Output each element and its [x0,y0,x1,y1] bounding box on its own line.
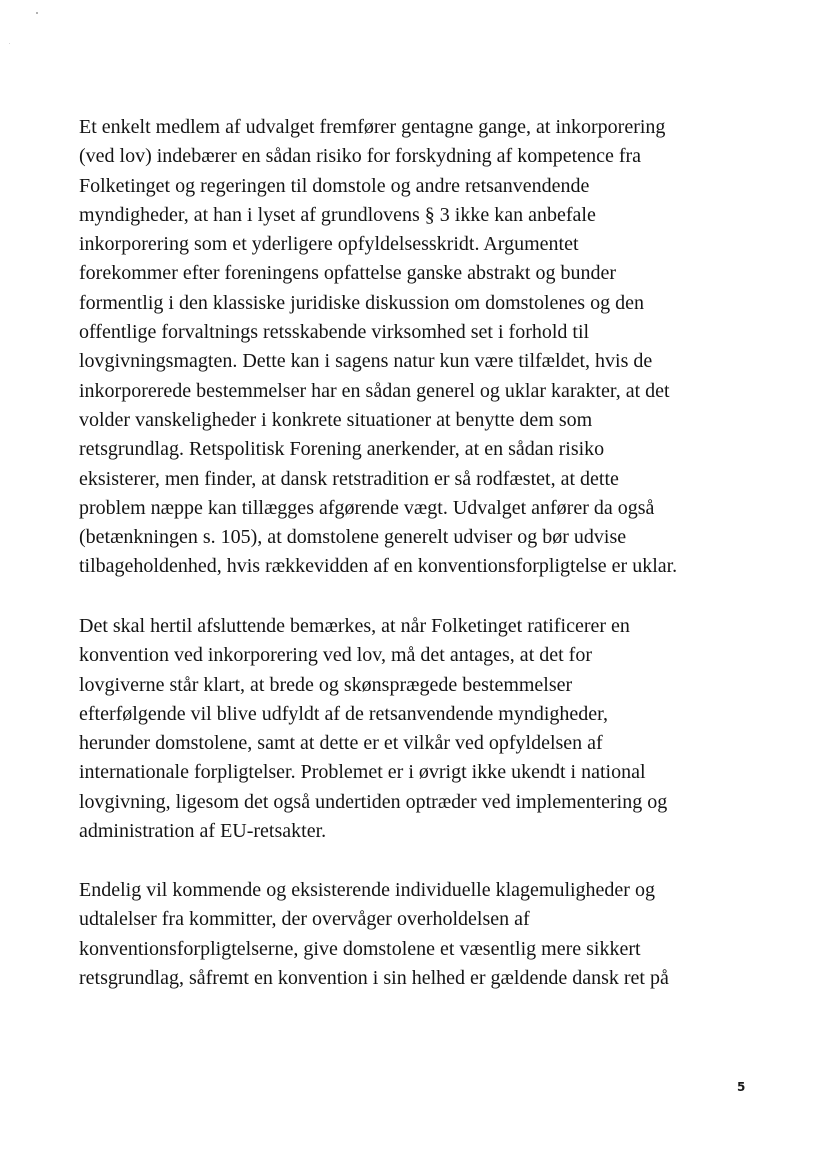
text-line: volder vanskeligheder i konkrete situationer at benytte dem som [79,408,593,431]
text-line: Folketinget og regeringen til domstole og andre retsanvendende [79,174,590,197]
text-line: tilbageholdenhed, hvis rækkevidden af en konventionsforpligtelse er uklar. [79,555,678,578]
text-line: Et enkelt medlem af udvalget fremfører gentagne gange, at inkorporering [79,116,666,138]
text-line: myndigheder, at han i lyset af grundlovens § 3 ikke kan anbefale [79,203,596,226]
scan-speck [36,12,38,14]
text-line: lovgiverne står klart, at brede og skønsprægede bestemmelser [79,673,573,696]
text-line: Det skal hertil afsluttende bemærkes, at når Folketinget ratificerer en [79,615,630,637]
text-line: formentlig i den klassiske juridiske diskussion om domstolenes og den [79,291,644,314]
text-line: forekommer efter foreningens opfattelse ganske abstrakt og bunder [79,262,617,285]
scan-speck [9,43,10,44]
text-line: (ved lov) indebærer en sådan risiko for forskydning af kompetence fra [79,145,642,168]
text-line: (betænkningen s. 105), at domstolene generelt udviser og bør udvise [79,526,627,549]
text-line: administration af EU-retsakter. [79,820,327,843]
text-line: offentlige forvaltnings retsskabende virksomhed set i forhold til [79,321,590,344]
text-line: konventionsforpligtelserne, give domstolene et væsentlig mere sikkert [79,937,641,960]
paragraph-1 [79,113,749,582]
text-line: lovgivningsmagten. Dette kan i sagens natur kun være tilfældet, hvis de [79,350,653,373]
text-line: inkorporering som et yderligere opfyldelsesskridt. Argumentet [79,233,579,256]
text-line: inkorporerede bestemmelser har en sådan generel og uklar karakter, at det [79,379,670,402]
paragraph-3 [79,876,749,993]
page-number: 5 [737,1080,746,1094]
text-line: problem næppe kan tillægges afgørende vægt. Udvalget anfører da også [79,496,655,519]
text-line: efterfølgende vil blive udfyldt af de retsanvendende myndigheder, [79,702,609,725]
text-line: Endelig vil kommende og eksisterende individuelle klagemuligheder og [79,879,655,901]
paragraph-2 [79,612,749,846]
text-line: retsgrundlag. Retspolitisk Forening anerkender, at en sådan risiko [79,438,605,461]
text-line: udtalelser fra kommitter, der overvåger overholdelsen af [79,908,530,931]
text-line: lovgivning, ligesom det også undertiden optræder ved implementering og [79,790,668,813]
text-line: internationale forpligtelser. Problemet er i øvrigt ikke ukendt i national [79,761,646,784]
text-line: eksisterer, men finder, at dansk retstradition er så rodfæstet, at dette [79,467,619,490]
text-line: konvention ved inkorporering ved lov, må det antages, at det for [79,644,592,667]
text-line: retsgrundlag, såfremt en konvention i sin helhed er gældende dansk ret på [79,966,669,989]
text-line: herunder domstolene, samt at dette er et vilkår ved opfyldelsen af [79,732,603,755]
